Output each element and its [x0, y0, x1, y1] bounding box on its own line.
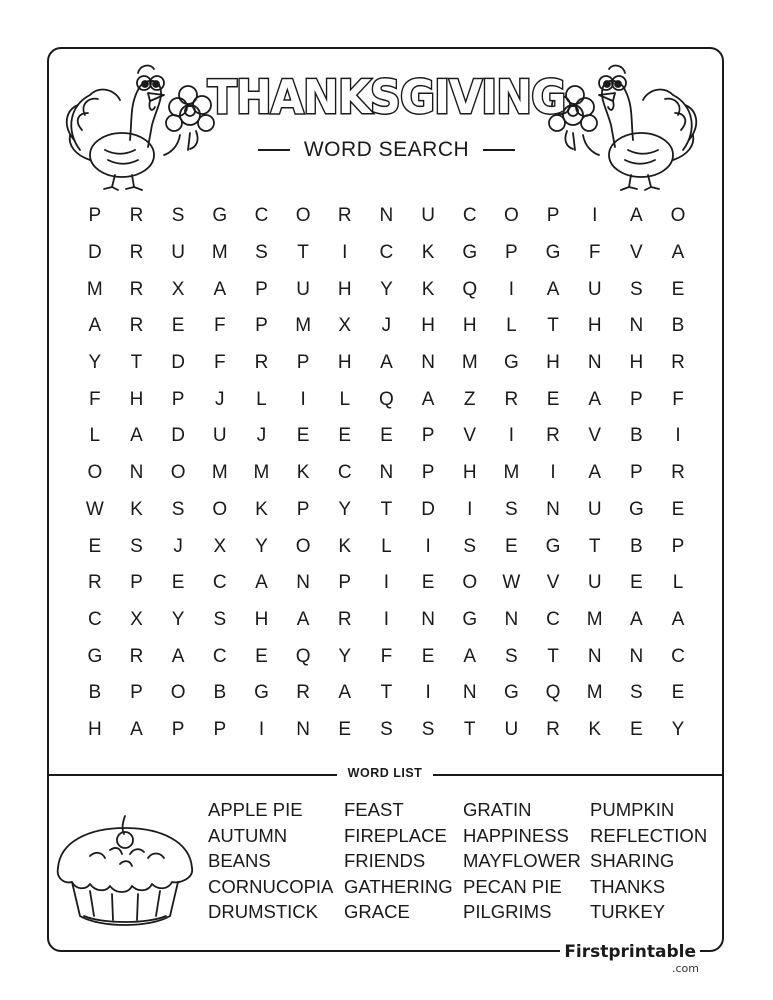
grid-cell[interactable]: O [295, 535, 311, 557]
grid-cell[interactable]: O [170, 682, 186, 704]
grid-cell[interactable]: N [129, 462, 144, 484]
word-item: GRATIN [463, 799, 532, 820]
grid-cell[interactable]: V [630, 242, 643, 264]
grid-cell[interactable]: I [592, 205, 598, 227]
grid-cell[interactable]: R [129, 645, 144, 667]
subtitle-rule-right [483, 149, 515, 151]
grid-cell[interactable]: C [212, 572, 227, 594]
grid-cell[interactable]: N [629, 645, 644, 667]
grid-cell[interactable]: P [546, 205, 560, 227]
grid-cell[interactable]: J [381, 315, 392, 337]
grid-cell[interactable]: G [545, 535, 561, 557]
grid-cell[interactable]: M [253, 462, 270, 484]
grid-cell[interactable]: I [383, 608, 390, 630]
grid-cell[interactable]: R [337, 205, 352, 227]
grid-cell[interactable]: I [383, 572, 390, 594]
grid-cell[interactable]: S [505, 498, 518, 520]
grid-cell[interactable]: N [629, 315, 644, 337]
word-item: CORNUCOPIA [208, 875, 334, 897]
word-item: DRUMSTICK [208, 901, 318, 922]
grid-cell[interactable]: F [588, 242, 601, 264]
grid-cell[interactable]: I [425, 535, 431, 557]
grid-row [74, 271, 699, 308]
grid-cell[interactable]: A [130, 425, 143, 447]
grid-cell[interactable]: S [630, 682, 643, 704]
grid-cell[interactable]: V [463, 425, 477, 447]
grid-cell[interactable]: C [671, 645, 685, 667]
grid-row [74, 198, 699, 235]
grid-row [74, 602, 699, 639]
word-item: TURKEY [590, 901, 666, 922]
grid-cell[interactable]: V [588, 425, 602, 447]
grid-cell[interactable]: M [503, 462, 520, 484]
grid-cell[interactable]: I [550, 462, 556, 484]
grid-cell[interactable]: D [171, 425, 185, 447]
word-list-divider-left [47, 774, 337, 776]
grid-cell[interactable]: K [296, 462, 310, 484]
grid-cell[interactable]: Y [88, 352, 102, 374]
grid-cell[interactable]: M [211, 462, 228, 484]
grid-cell[interactable]: Y [338, 498, 352, 520]
grid-cell[interactable]: B [88, 682, 102, 704]
grid-cell[interactable]: I [300, 388, 306, 410]
grid-cell[interactable]: C [379, 242, 394, 264]
word-item: HAPPINESS [463, 824, 569, 846]
grid-cell[interactable]: E [255, 645, 268, 667]
grid-cell[interactable]: B [213, 682, 227, 704]
grid-cell[interactable]: E [546, 388, 560, 410]
grid-cell[interactable]: F [213, 315, 226, 337]
letter-grid [74, 198, 699, 748]
grid-cell[interactable]: A [630, 608, 643, 630]
grid-cell[interactable]: C [254, 205, 269, 227]
grid-cell[interactable]: U [587, 498, 602, 520]
grid-cell[interactable]: I [342, 242, 348, 264]
grid-cell[interactable]: G [87, 645, 103, 667]
grid-cell[interactable]: D [171, 352, 185, 374]
grid-cell[interactable]: L [506, 315, 517, 337]
grid-cell[interactable]: A [88, 315, 102, 337]
word-item: AUTUMN [208, 824, 288, 846]
grid-cell[interactable]: Y [671, 718, 685, 740]
grid-cell[interactable]: O [212, 498, 228, 520]
grid-cell[interactable]: U [171, 242, 185, 264]
grid-cell[interactable]: M [211, 242, 228, 264]
grid-cell[interactable]: W [502, 572, 521, 594]
grid-cell[interactable]: Y [171, 608, 185, 630]
grid-cell[interactable]: C [212, 645, 227, 667]
grid-cell[interactable]: S [171, 498, 185, 520]
grid-cell[interactable]: R [129, 242, 144, 264]
grid-cell[interactable]: N [379, 462, 394, 484]
grid-cell[interactable]: A [255, 572, 268, 594]
grid-cell[interactable]: S [505, 645, 518, 667]
grid-cell[interactable]: D [87, 242, 102, 264]
grid-cell[interactable]: H [629, 352, 644, 374]
grid-cell[interactable]: E [630, 718, 643, 740]
grid-cell[interactable]: T [463, 718, 476, 740]
grid-cell[interactable]: S [630, 278, 643, 300]
word-list [208, 799, 708, 927]
grid-cell[interactable]: S [171, 205, 185, 227]
grid-cell[interactable]: Y [338, 645, 352, 667]
word-list-label: WORD LIST [347, 766, 423, 780]
grid-cell[interactable]: B [671, 315, 685, 337]
grid-cell[interactable]: X [213, 535, 227, 557]
grid-cell[interactable]: P [630, 388, 643, 410]
grid-cell[interactable]: J [173, 535, 183, 557]
grid-cell[interactable]: K [255, 498, 268, 520]
word-item: THANKS [590, 875, 666, 897]
grid-cell[interactable]: E [421, 572, 435, 594]
grid-cell[interactable]: N [421, 608, 435, 630]
grid-cell[interactable]: E [338, 425, 352, 447]
grid-cell[interactable]: Z [463, 388, 476, 410]
grid-cell[interactable]: W [85, 498, 104, 520]
grid-cell[interactable]: G [212, 205, 228, 227]
grid-cell[interactable]: N [296, 718, 310, 740]
word-column [344, 799, 463, 927]
grid-cell[interactable]: U [587, 572, 602, 594]
grid-cell[interactable]: U [587, 278, 602, 300]
grid-cell[interactable]: N [587, 352, 602, 374]
grid-row [74, 308, 699, 345]
grid-cell[interactable]: P [213, 718, 227, 740]
grid-cell[interactable]: F [89, 388, 101, 410]
grid-cell[interactable]: P [338, 572, 352, 594]
grid-cell[interactable]: P [130, 682, 143, 704]
grid-cell[interactable]: U [504, 718, 519, 740]
grid-cell[interactable]: O [670, 205, 686, 227]
grid-cell[interactable]: U [296, 278, 310, 300]
grid-cell[interactable]: M [586, 682, 603, 704]
grid-cell[interactable]: G [254, 682, 269, 704]
grid-row [74, 528, 699, 565]
grid-row [74, 712, 699, 749]
grid-cell[interactable]: P [671, 535, 685, 557]
grid-cell[interactable]: V [546, 572, 560, 594]
grid-cell[interactable]: G [462, 242, 478, 264]
grid-cell[interactable]: O [504, 205, 519, 227]
grid-cell[interactable]: A [130, 718, 143, 740]
grid-row [74, 675, 699, 712]
word-item: SHARING [590, 850, 675, 871]
word-item: MAYFLOWER [463, 850, 581, 871]
grid-cell[interactable]: O [87, 462, 103, 484]
grid-cell[interactable]: T [130, 352, 143, 374]
word-column [208, 799, 344, 927]
grid-cell[interactable]: N [462, 682, 477, 704]
grid-cell[interactable]: R [87, 572, 102, 594]
grid-cell[interactable]: P [171, 718, 185, 740]
grid-cell[interactable]: E [88, 535, 102, 557]
grid-cell[interactable]: J [215, 388, 225, 410]
grid-cell[interactable]: M [461, 352, 478, 374]
grid-cell[interactable]: G [545, 242, 561, 264]
word-column [463, 799, 590, 927]
word-item: FRIENDS [344, 850, 426, 871]
grid-cell[interactable]: A [630, 205, 643, 227]
grid-cell[interactable]: F [213, 352, 226, 374]
grid-cell[interactable]: K [338, 535, 352, 557]
grid-cell[interactable]: I [467, 498, 473, 520]
grid-cell[interactable]: P [88, 205, 102, 227]
grid-cell[interactable]: S [380, 718, 393, 740]
grid-cell[interactable]: A [213, 278, 227, 300]
grid-cell[interactable]: P [421, 425, 435, 447]
grid-cell[interactable]: Q [462, 278, 478, 300]
grid-cell[interactable]: H [462, 315, 477, 337]
grid-cell[interactable]: C [462, 205, 477, 227]
grid-cell[interactable]: S [130, 535, 143, 557]
grid-cell[interactable]: O [170, 462, 186, 484]
grid-cell[interactable]: H [337, 278, 352, 300]
grid-row [74, 638, 699, 675]
grid-cell[interactable]: I [508, 425, 515, 447]
word-item: PECAN PIE [463, 875, 562, 897]
grid-cell[interactable]: G [504, 352, 519, 374]
grid-cell[interactable]: B [630, 535, 643, 557]
word-item: APPLE PIE [208, 799, 303, 820]
grid-cell[interactable]: T [380, 498, 393, 520]
grid-cell[interactable]: P [421, 462, 435, 484]
grid-cell[interactable]: K [588, 718, 602, 740]
grid-cell[interactable]: A [588, 388, 602, 410]
grid-cell[interactable]: F [672, 388, 684, 410]
grid-cell[interactable]: T [297, 242, 309, 264]
grid-cell[interactable]: A [421, 388, 435, 410]
grid-cell[interactable]: R [129, 315, 144, 337]
grid-cell[interactable]: A [380, 352, 393, 374]
grid-cell[interactable]: A [463, 645, 477, 667]
grid-cell[interactable]: H [337, 352, 352, 374]
grid-row [74, 418, 699, 455]
subtitle-rule-left [258, 149, 290, 151]
grid-cell[interactable]: X [338, 315, 352, 337]
grid-cell[interactable]: E [296, 425, 310, 447]
grid-cell[interactable]: T [588, 535, 601, 557]
word-item: GRACE [344, 901, 410, 922]
grid-cell[interactable]: P [630, 462, 643, 484]
grid-cell[interactable]: K [421, 278, 435, 300]
grid-cell[interactable]: N [296, 572, 310, 594]
grid-cell[interactable]: N [379, 205, 394, 227]
grid-cell[interactable]: E [338, 718, 352, 740]
grid-cell[interactable]: R [129, 278, 144, 300]
grid-cell[interactable]: M [86, 278, 103, 300]
grid-cell[interactable]: P [505, 242, 518, 264]
grid-cell[interactable]: E [671, 682, 685, 704]
grid-cell[interactable]: H [87, 718, 102, 740]
grid-cell[interactable]: K [421, 242, 435, 264]
subtitle: WORD SEARCH [303, 138, 470, 161]
grid-cell[interactable]: S [213, 608, 227, 630]
grid-cell[interactable]: G [462, 608, 478, 630]
grid-cell[interactable]: E [671, 278, 685, 300]
grid-cell[interactable]: U [212, 425, 227, 447]
grid-cell[interactable]: R [504, 388, 519, 410]
grid-row [74, 492, 699, 529]
grid-cell[interactable]: I [508, 278, 515, 300]
grid-cell[interactable]: L [256, 388, 267, 410]
word-item: BEANS [208, 850, 271, 871]
grid-cell[interactable]: E [505, 535, 518, 557]
grid-cell[interactable]: P [296, 352, 310, 374]
grid-cell[interactable]: R [296, 682, 310, 704]
grid-cell[interactable]: Q [379, 388, 394, 410]
grid-cell[interactable]: S [421, 718, 435, 740]
grid-cell[interactable]: E [171, 572, 185, 594]
grid-cell[interactable]: G [628, 498, 644, 520]
brand-suffix: .com [672, 962, 699, 975]
word-item: PUMPKIN [590, 799, 675, 820]
grid-cell[interactable]: I [258, 718, 265, 740]
grid-cell[interactable]: H [546, 352, 560, 374]
grid-cell[interactable]: A [671, 608, 685, 630]
grid-cell[interactable]: R [337, 608, 352, 630]
grid-cell[interactable]: T [380, 682, 393, 704]
grid-cell[interactable]: N [587, 645, 602, 667]
grid-cell[interactable]: I [675, 425, 681, 447]
grid-cell[interactable]: H [254, 608, 269, 630]
grid-cell[interactable]: E [171, 315, 185, 337]
grid-cell[interactable]: R [546, 718, 560, 740]
grid-cell[interactable]: E [421, 645, 435, 667]
word-item: PILGRIMS [463, 901, 552, 922]
grid-cell[interactable]: L [339, 388, 351, 410]
word-column [590, 799, 708, 927]
grid-cell[interactable]: A [338, 682, 352, 704]
grid-cell[interactable]: L [381, 535, 392, 557]
grid-cell[interactable]: H [129, 388, 144, 410]
grid-row [74, 455, 699, 492]
grid-cell[interactable]: T [547, 645, 559, 667]
grid-cell[interactable]: R [671, 462, 685, 484]
grid-cell[interactable]: A [296, 608, 310, 630]
word-item: FIREPLACE [344, 824, 447, 846]
grid-cell[interactable]: N [546, 498, 560, 520]
grid-cell[interactable]: S [255, 242, 268, 264]
grid-cell[interactable]: X [130, 608, 143, 630]
grid-cell[interactable]: O [462, 572, 478, 594]
word-list-divider-right [433, 774, 724, 776]
grid-cell[interactable]: M [295, 315, 312, 337]
grid-cell[interactable]: N [421, 352, 435, 374]
grid-cell[interactable]: R [129, 205, 144, 227]
word-item: FEAST [344, 799, 404, 820]
grid-row [74, 345, 699, 382]
grid-cell[interactable]: L [672, 572, 684, 594]
grid-cell[interactable]: A [546, 278, 560, 300]
pie-illustration [50, 806, 200, 936]
grid-cell[interactable]: P [296, 498, 310, 520]
grid-cell[interactable]: Y [380, 278, 393, 300]
grid-cell[interactable]: H [421, 315, 435, 337]
word-item: REFLECTION [590, 824, 708, 846]
grid-cell[interactable]: E [380, 425, 393, 447]
grid-row [74, 235, 699, 272]
grid-cell[interactable]: H [462, 462, 477, 484]
grid-cell[interactable]: R [671, 352, 685, 374]
grid-cell[interactable]: U [421, 205, 435, 227]
grid-cell[interactable]: L [89, 425, 101, 447]
grid-cell[interactable]: H [587, 315, 602, 337]
grid-cell[interactable]: E [630, 572, 643, 594]
grid-cell[interactable]: G [504, 682, 519, 704]
grid-cell[interactable]: N [504, 608, 519, 630]
grid-cell[interactable]: Y [255, 535, 268, 557]
grid-cell[interactable]: P [130, 572, 143, 594]
grid-cell[interactable]: Q [295, 645, 311, 667]
word-item: GATHERING [344, 875, 453, 897]
grid-cell[interactable]: C [546, 608, 560, 630]
grid-cell[interactable]: A [171, 645, 185, 667]
grid-cell[interactable]: C [337, 462, 352, 484]
grid-cell[interactable]: I [425, 682, 431, 704]
grid-cell[interactable]: P [255, 315, 268, 337]
grid-cell[interactable]: B [630, 425, 643, 447]
grid-cell[interactable]: Q [545, 682, 561, 704]
grid-cell[interactable]: F [380, 645, 393, 667]
grid-cell[interactable]: A [671, 242, 685, 264]
grid-cell[interactable]: T [547, 315, 559, 337]
page-title: THANKSGIVING [207, 70, 566, 124]
grid-cell[interactable]: P [171, 388, 185, 410]
grid-cell[interactable]: X [171, 278, 185, 300]
grid-cell[interactable]: K [130, 498, 143, 520]
grid-cell[interactable]: R [254, 352, 269, 374]
grid-row [74, 381, 699, 418]
grid-cell[interactable]: R [546, 425, 560, 447]
grid-cell[interactable]: S [463, 535, 477, 557]
grid-cell[interactable]: P [255, 278, 268, 300]
subtitle-row [0, 138, 773, 162]
grid-cell[interactable]: C [87, 608, 102, 630]
grid-cell[interactable]: M [586, 608, 603, 630]
brand-name: Firstprintable [560, 942, 700, 962]
grid-cell[interactable]: D [421, 498, 435, 520]
grid-cell[interactable]: J [256, 425, 267, 447]
grid-cell[interactable]: A [588, 462, 602, 484]
grid-row [74, 565, 699, 602]
grid-cell[interactable]: O [295, 205, 311, 227]
grid-cell[interactable]: E [671, 498, 685, 520]
